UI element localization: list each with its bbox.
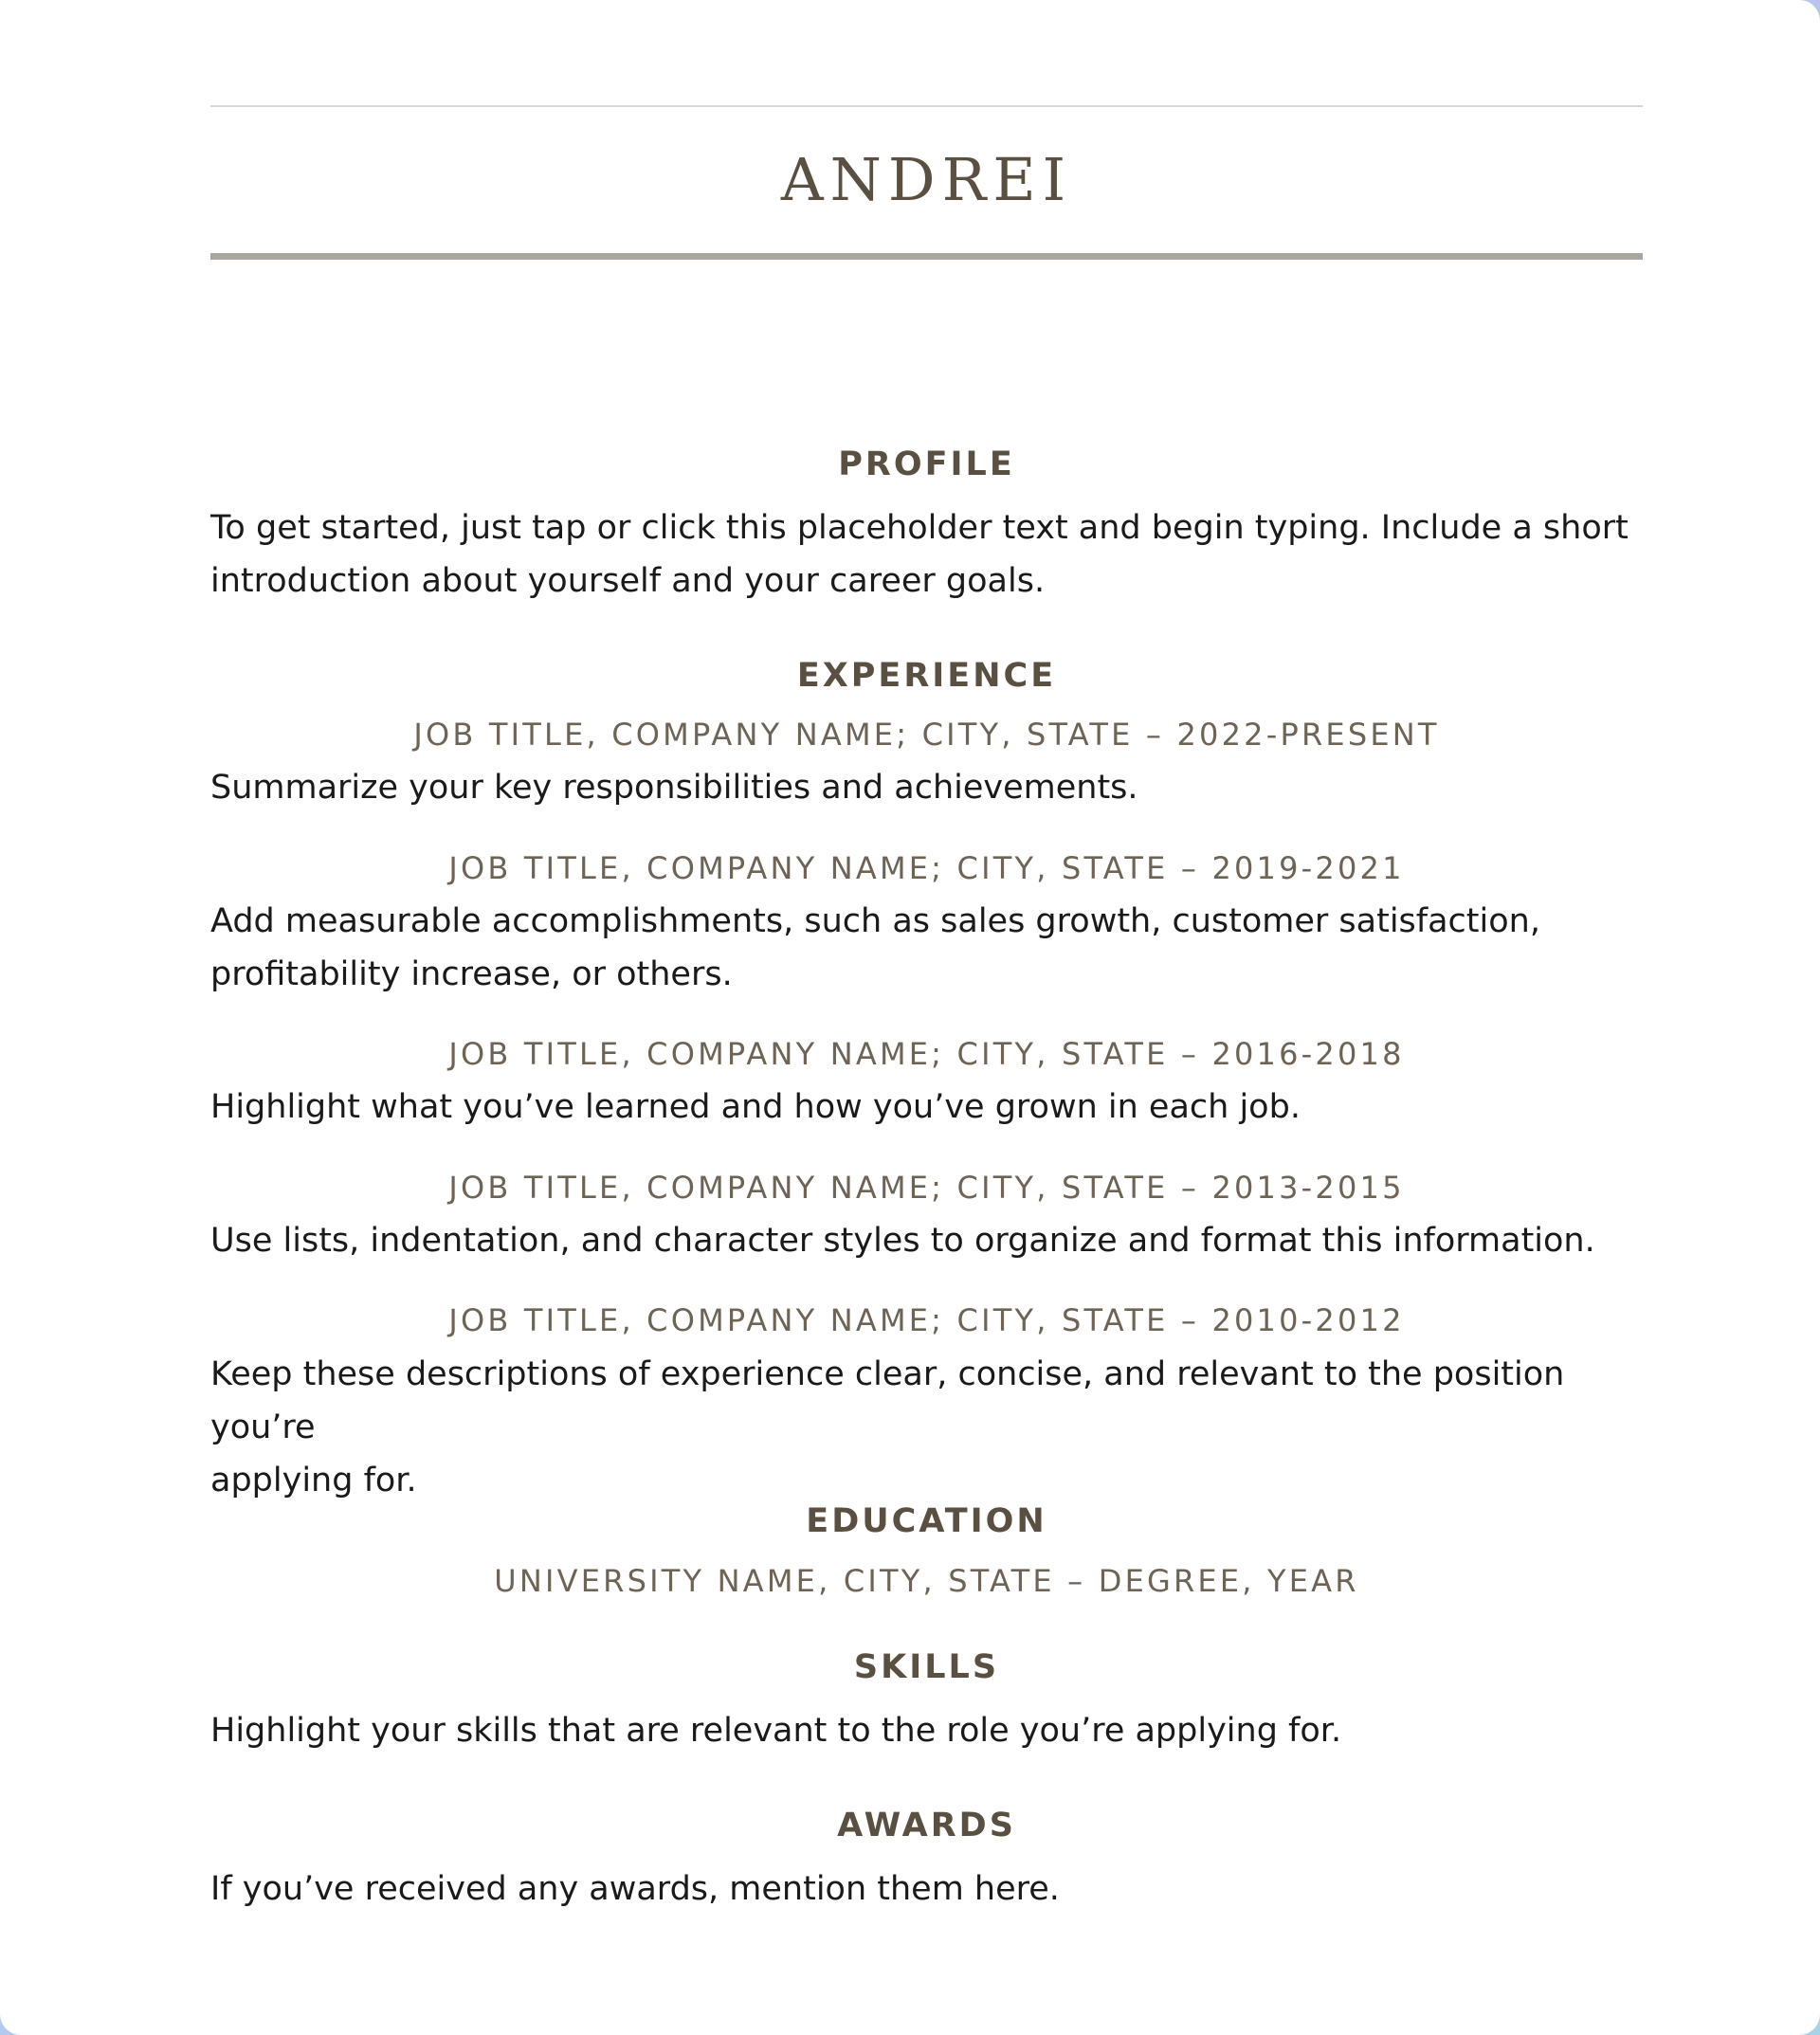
profile-text[interactable] xyxy=(210,501,1643,608)
top-divider xyxy=(210,105,1643,107)
profile-line: introduction about yourself and your career goals. xyxy=(210,562,1046,600)
job-description-line: Summarize your key responsibilities and achievements. xyxy=(210,769,1138,807)
profile-heading[interactable]: PROFILE xyxy=(838,445,1015,483)
skills-text[interactable] xyxy=(210,1704,1643,1757)
job-description[interactable] xyxy=(210,895,1643,1001)
job-description-line: Highlight what you’ve learned and how you’ve grown in each job. xyxy=(210,1088,1301,1126)
awards-text[interactable] xyxy=(210,1862,1643,1916)
job-description-line: Add measurable accomplishments, such as sales growth, customer satisfaction, xyxy=(210,902,1540,940)
job-title-line[interactable]: JOB TITLE, COMPANY NAME; CITY, STATE – 2022-PRESENT xyxy=(413,717,1440,753)
awards-line: If you’ve received any awards, mention them here. xyxy=(210,1870,1060,1908)
job-description-line: applying for. xyxy=(210,1462,417,1499)
resume-name[interactable]: ANDREI xyxy=(780,145,1073,214)
skills-heading[interactable]: SKILLS xyxy=(853,1648,1000,1686)
education-line[interactable]: UNIVERSITY NAME, CITY, STATE – DEGREE, YEAR xyxy=(494,1563,1359,1599)
job-description-line: profitability increase, or others. xyxy=(210,955,733,993)
job-description-line: Keep these descriptions of experience clear, concise, and relevant to the position you’re xyxy=(210,1355,1565,1446)
job-description-line: Use lists, indentation, and character styles to organize and format this information. xyxy=(210,1222,1595,1260)
job-description[interactable] xyxy=(210,1348,1643,1507)
name-underline xyxy=(210,253,1643,260)
education-heading[interactable]: EDUCATION xyxy=(806,1502,1047,1540)
job-title-line[interactable]: JOB TITLE, COMPANY NAME; CITY, STATE – 2013-2015 xyxy=(448,1170,1405,1206)
job-title-line[interactable]: JOB TITLE, COMPANY NAME; CITY, STATE – 2016-2018 xyxy=(448,1036,1405,1072)
job-description[interactable] xyxy=(210,761,1643,814)
skills-line: Highlight your skills that are relevant to the role you’re applying for. xyxy=(210,1712,1342,1750)
profile-line: To get started, just tap or click this placeholder text and begin typing. Include a short xyxy=(210,509,1629,547)
experience-heading[interactable]: EXPERIENCE xyxy=(796,657,1057,695)
job-description[interactable] xyxy=(210,1214,1643,1267)
job-title-line[interactable]: JOB TITLE, COMPANY NAME; CITY, STATE – 2010-2012 xyxy=(448,1302,1405,1338)
job-title-line[interactable]: JOB TITLE, COMPANY NAME; CITY, STATE – 2019-2021 xyxy=(448,850,1405,886)
job-description[interactable] xyxy=(210,1081,1643,1134)
awards-heading[interactable]: AWARDS xyxy=(837,1807,1016,1844)
